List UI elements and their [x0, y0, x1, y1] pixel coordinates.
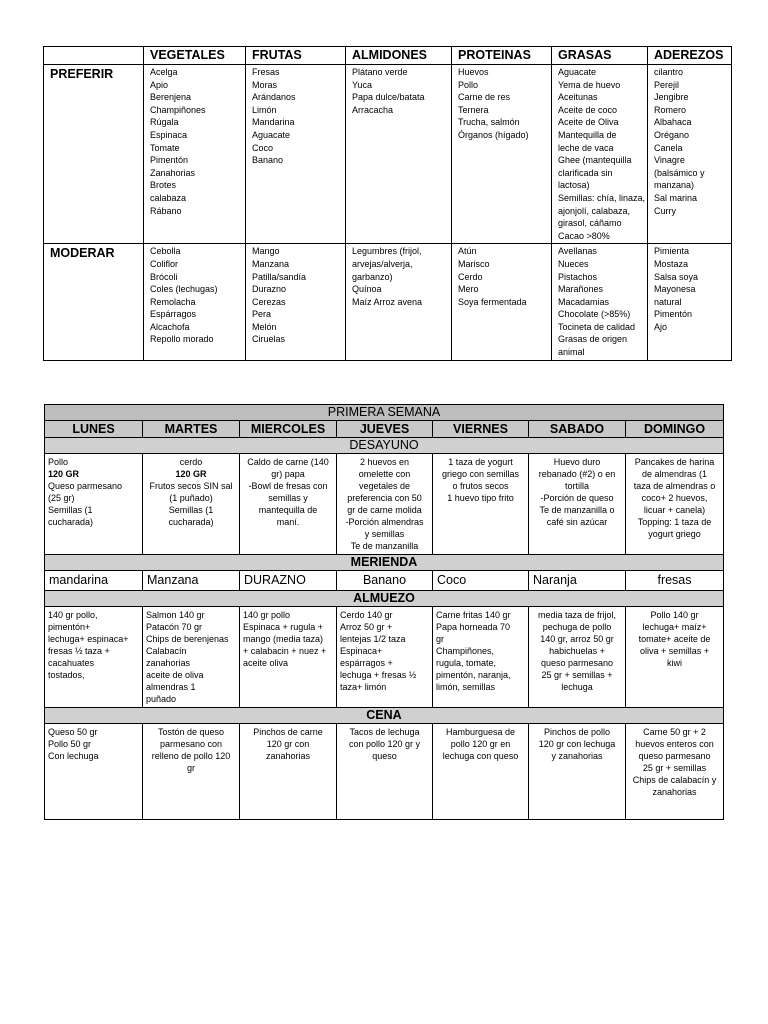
day-sabado: SABADO — [529, 421, 626, 438]
cell-line: Cacao >80% — [558, 230, 610, 241]
cell-line: Pistachos — [558, 271, 598, 282]
cell-line: aceite de oliva — [146, 670, 204, 680]
cell-line: cilantro — [654, 67, 684, 77]
cell-list — [346, 65, 452, 244]
cell-line: lechuga con queso — [442, 751, 519, 761]
cell-list — [144, 244, 246, 360]
cell-line: Espárragos — [150, 309, 197, 320]
cell-line: Mayonesa — [654, 284, 696, 295]
cell-line: Trucha, salmón — [458, 117, 520, 128]
cell-line: de almendras (1 — [641, 469, 708, 479]
cell-line: Carne 50 gr + 2 — [643, 727, 706, 737]
cell-line: Patilla/sandía — [252, 271, 307, 282]
cell-line: Avellanas — [558, 246, 597, 257]
cell-line: Carne de res — [458, 92, 511, 103]
cell-line: parmesano con — [159, 739, 223, 749]
day-martes: MARTES — [143, 421, 240, 438]
cell-line: Zanahorias — [150, 167, 196, 178]
cell-line: oliva + semillas + — [639, 646, 710, 656]
cell-line: Huevo duro — [553, 457, 601, 467]
cell-line: lechuga + fresas ½ — [340, 670, 417, 680]
section-cena: CENA — [45, 708, 724, 724]
meal-cell — [529, 454, 626, 555]
cell-line: Tomate — [150, 142, 180, 153]
cell-line: 120 gr con lechuga — [538, 739, 616, 749]
cell-line: tomate+ aceite de — [638, 634, 711, 644]
cell-line: Ajo — [654, 321, 668, 332]
cell-line: rugula, tomate, — [436, 658, 497, 668]
header-grasas: GRASAS — [552, 47, 648, 65]
cell-line: Melón — [252, 321, 277, 332]
cell-line: Moras — [252, 79, 278, 90]
cell-line: Yuca — [352, 79, 373, 90]
cell-line: preferencia con 50 — [347, 493, 422, 503]
section-merienda: MERIENDA — [45, 555, 724, 571]
cell-line: Champiñones, — [436, 646, 495, 656]
day-domingo: DOMINGO — [626, 421, 724, 438]
cell-line: Acelga — [150, 67, 178, 77]
cell-line: Tocineta de calidad — [558, 321, 636, 332]
week-title: PRIMERA SEMANA — [45, 405, 724, 421]
cell-line: Alcachofa — [150, 321, 190, 332]
meal-cell — [337, 724, 433, 820]
cell-line: -Porción almendras — [345, 517, 424, 527]
cell-line: gr) papa — [271, 469, 305, 479]
weekly-menu-table — [44, 404, 724, 820]
cell-line: yogurt griego — [648, 529, 701, 539]
cell-line: Frutos secos SIN sal — [149, 481, 233, 491]
cell-line: Cerdo — [458, 271, 483, 282]
cell-line: Semillas (1 — [48, 505, 93, 515]
cell-line: Durazno — [252, 284, 287, 295]
cell-line: omelette con — [358, 469, 411, 479]
cell-line: aceite oliva — [243, 658, 289, 668]
cell-line: 1 taza de yogurt — [448, 457, 513, 467]
cell-line: pollo 120 gr en — [450, 739, 511, 749]
cell-line: Cebolla — [150, 246, 181, 257]
cell-line: Champiñones — [150, 104, 206, 115]
row-preferir — [44, 65, 732, 244]
header-vegetales: VEGETALES — [144, 47, 246, 65]
day-lunes: LUNES — [45, 421, 143, 438]
cell-line: Aguacate — [558, 67, 597, 77]
cell-line: Huevos — [458, 67, 489, 77]
snack-cell: DURAZNO — [240, 571, 337, 591]
cell-line: habichuelas + — [549, 646, 605, 656]
cell-line: café sin azúcar — [546, 517, 608, 527]
cell-line: licuar + canela) — [643, 505, 706, 515]
cell-line: espárragos + — [340, 658, 393, 668]
cell-line: Pinchos de carne — [253, 727, 323, 737]
meal-cell — [143, 724, 240, 820]
cell-line: Pimentón — [654, 309, 693, 320]
cell-line: Chips de calabacín y — [632, 775, 717, 785]
cell-line: Vinagre — [654, 155, 685, 166]
row-moderar — [44, 244, 732, 360]
meal-cell — [45, 454, 143, 555]
meal-cell — [529, 724, 626, 820]
cell-line: pimentón, naranja, — [436, 670, 511, 680]
cell-list — [452, 65, 552, 244]
cell-line: queso — [372, 751, 397, 761]
cell-line: Queso parmesano — [48, 481, 123, 491]
cell-line: leche de vaca — [558, 142, 614, 153]
meal-cell — [45, 724, 143, 820]
cell-line: gr de carne molida — [347, 505, 422, 515]
cell-line: Curry — [654, 205, 676, 216]
cell-line: Papa horneada 70 — [436, 622, 511, 632]
cell-line: Chips de berenjenas — [146, 634, 229, 644]
cell-line: Te de manzanilla o — [539, 505, 615, 515]
cell-line: Ghee (mantequilla — [558, 155, 632, 166]
cell-line: 1 huevo tipo frito — [447, 493, 514, 503]
cell-line: (balsámico y — [654, 167, 705, 178]
meal-cell — [45, 607, 143, 708]
cell-line: y semillas — [364, 529, 405, 539]
cell-line: Pera — [252, 309, 272, 320]
meal-cell — [143, 454, 240, 555]
cell-line: pechuga de pollo — [542, 622, 612, 632]
cell-line: Cerezas — [252, 296, 286, 307]
cell-line: tostados, — [48, 670, 85, 680]
header-frutas: FRUTAS — [246, 47, 346, 65]
cell-line: maní. — [276, 517, 300, 527]
cell-line: natural — [654, 296, 682, 307]
cell-line: cerdo — [179, 457, 203, 467]
cell-line: lactosa) — [558, 180, 590, 191]
cell-line: 120 gr con — [266, 739, 310, 749]
merienda-row — [45, 571, 724, 591]
cell-line: queso parmesano — [638, 751, 711, 761]
cell-line: (25 gr) — [48, 493, 75, 503]
cell-list — [246, 244, 346, 360]
cell-line: Mantequilla de — [558, 129, 617, 140]
cena-row — [45, 724, 724, 820]
day-jueves: JUEVES — [337, 421, 433, 438]
cell-line: fresas ½ taza + — [48, 646, 110, 656]
section-row-merienda — [45, 555, 724, 571]
row-label-preferir: PREFERIR — [44, 65, 144, 244]
cell-line: Mango — [252, 246, 280, 257]
cell-line: Aceitunas — [558, 92, 598, 103]
cell-line: Papa dulce/batata — [352, 92, 425, 103]
cell-line: Mero — [458, 284, 479, 295]
meal-cell — [337, 454, 433, 555]
cell-line: Brócoli — [150, 271, 178, 282]
cell-line: 120 GR — [48, 469, 80, 479]
cell-line: Apio — [150, 79, 169, 90]
cell-line: Orégano — [654, 129, 690, 140]
cell-line: 25 gr + semillas + — [541, 670, 613, 680]
cell-line: mantequilla de — [258, 505, 318, 515]
cell-line: -Porción de queso — [540, 493, 614, 503]
section-row-desayuno — [45, 438, 724, 454]
desayuno-row — [45, 454, 724, 555]
cell-list — [552, 65, 648, 244]
cell-line: Coliflor — [150, 258, 179, 269]
cell-list — [648, 65, 732, 244]
cell-line: Queso 50 gr — [48, 727, 98, 737]
cell-line: Salmon 140 gr — [146, 610, 205, 620]
cell-line: (1 puñado) — [169, 493, 213, 503]
cell-line: Calabacín — [146, 646, 187, 656]
cell-line: Ternera — [458, 104, 489, 115]
cell-line: cucharada) — [48, 517, 94, 527]
cell-line: pimentón+ — [48, 622, 91, 632]
cell-line: Fresas — [252, 67, 280, 77]
cell-line: Quínoa — [352, 284, 382, 295]
cell-line: animal — [558, 347, 585, 358]
cell-line: Pancakes de harina — [634, 457, 715, 467]
section-row-almuerzo — [45, 591, 724, 607]
cell-line: girasol, cáñamo — [558, 218, 622, 229]
row-label-moderar: MODERAR — [44, 244, 144, 360]
cell-line: Salsa soya — [654, 271, 699, 282]
cell-line: Carne fritas 140 gr — [436, 610, 511, 620]
cell-line: Maíz Arroz avena — [352, 296, 423, 307]
cell-line: Pinchos de pollo — [543, 727, 611, 737]
cell-line: kiwi — [667, 658, 682, 668]
cell-line: lechuga — [561, 682, 593, 692]
food-table-header-row — [44, 47, 732, 65]
cell-line: almendras 1 — [146, 682, 196, 692]
cell-line: Macadamias — [558, 296, 610, 307]
cell-line: clarificada sin — [558, 167, 613, 178]
cell-line: Mandarina — [252, 117, 295, 128]
meal-cell — [529, 607, 626, 708]
cell-line: Pimienta — [654, 246, 690, 257]
snack-cell: Banano — [337, 571, 433, 591]
section-desayuno: DESAYUNO — [45, 438, 724, 454]
cell-line: 120 GR — [175, 469, 207, 479]
meal-cell — [433, 724, 529, 820]
cell-line: cacahuates — [48, 658, 95, 668]
cell-line: Pollo — [48, 457, 69, 467]
header-almidones: ALMIDONES — [346, 47, 452, 65]
cell-line: rebanado (#2) o en — [538, 469, 616, 479]
cell-list — [144, 65, 246, 244]
cell-line: zanahorias — [265, 751, 311, 761]
meal-cell — [626, 607, 724, 708]
cell-line: manzana) — [654, 180, 695, 191]
cell-line: Repollo morado — [150, 334, 214, 345]
day-miercoles: MIERCOLES — [240, 421, 337, 438]
cell-line: cucharada) — [168, 517, 214, 527]
cell-line: Pollo 140 gr — [650, 610, 699, 620]
meal-cell — [626, 724, 724, 820]
cell-line: Rábano — [150, 205, 182, 216]
cell-line: Chocolate (>85%) — [558, 309, 631, 320]
cell-line: semillas y — [268, 493, 308, 503]
cell-line: gr — [186, 763, 195, 773]
cell-line: Plátano verde — [352, 67, 408, 77]
cell-line: Limón — [252, 104, 277, 115]
header-empty — [44, 47, 144, 65]
cell-line: Semillas (1 — [168, 505, 214, 515]
cell-line: Aceite de Oliva — [558, 117, 619, 128]
cell-line: queso parmesano — [540, 658, 614, 668]
cell-line: Grasas de origen — [558, 334, 628, 345]
cell-line: Jengibre — [654, 92, 689, 103]
meal-cell — [143, 607, 240, 708]
cell-line: con pollo 120 gr y — [348, 739, 421, 749]
section-almuerzo: ALMUEZO — [45, 591, 724, 607]
cell-line: Coles (lechugas) — [150, 284, 218, 295]
cell-list — [452, 244, 552, 360]
cell-line: taza de almendras o — [633, 481, 716, 491]
cell-line: -Bowl de fresas con — [248, 481, 328, 491]
cell-line: Legumbres (frijol, — [352, 246, 422, 257]
meal-cell — [433, 607, 529, 708]
cell-line: Aguacate — [252, 129, 291, 140]
food-category-table — [43, 46, 732, 361]
cell-line: lechuga+ espinaca+ — [48, 634, 129, 644]
cell-line: zanahorias — [652, 787, 697, 797]
cell-line: Mostaza — [654, 258, 689, 269]
cell-line: 140 gr pollo — [243, 610, 291, 620]
cell-line: Banano — [252, 155, 284, 166]
cell-line: Pollo — [458, 79, 479, 90]
header-aderezos: ADEREZOS — [648, 47, 732, 65]
cell-line: Perejil — [654, 79, 680, 90]
cell-line: Sal marina — [654, 192, 698, 203]
cell-line: Te de manzanilla — [350, 541, 419, 551]
cell-line: gr — [436, 634, 445, 644]
snack-cell: Naranja — [529, 571, 626, 591]
cell-list — [246, 65, 346, 244]
cell-line: Hamburguesa de — [445, 727, 516, 737]
cell-line: tortilla — [564, 481, 589, 491]
cell-line: puñado — [146, 694, 177, 704]
cell-line: calabaza — [150, 192, 187, 203]
cell-line: relleno de pollo 120 — [151, 751, 231, 761]
cell-line: griego con semillas — [441, 469, 520, 479]
cell-line: Cerdo 140 gr — [340, 610, 393, 620]
cell-line: Ciruelas — [252, 334, 286, 345]
cell-line: Remolacha — [150, 296, 196, 307]
meal-cell — [626, 454, 724, 555]
cell-list — [552, 244, 648, 360]
cell-line: Espinaca — [150, 129, 188, 140]
cell-line: Semillas: chía, linaza, — [558, 192, 646, 203]
snack-cell: Coco — [433, 571, 529, 591]
cell-line: arvejas/alverja, — [352, 258, 413, 269]
cell-line: Aceite de coco — [558, 104, 618, 115]
meal-cell — [240, 607, 337, 708]
cell-line: vegetales de — [358, 481, 411, 491]
cell-line: coco+ 2 huevos, — [641, 493, 708, 503]
cell-line: 2 huevos en — [359, 457, 410, 467]
cell-line: Yema de huevo — [558, 79, 621, 90]
cell-line: Romero — [654, 104, 687, 115]
cell-line: Marañones — [558, 284, 604, 295]
cell-line: Manzana — [252, 258, 290, 269]
cell-line: Patacón 70 gr — [146, 622, 203, 632]
cell-line: Con lechuga — [48, 751, 99, 761]
cell-list — [346, 244, 452, 360]
cell-line: taza+ limón — [340, 682, 387, 692]
cell-line: o frutos secos — [452, 481, 509, 491]
cell-line: Berenjena — [150, 92, 192, 103]
cell-line: + calabacin + nuez + — [243, 646, 327, 656]
cell-line: Canela — [654, 142, 683, 153]
cell-line: lechuga+ maíz+ — [642, 622, 707, 632]
cell-line: y zanahorias — [551, 751, 603, 761]
day-header-row — [45, 421, 724, 438]
cell-line: Tostón de queso — [157, 727, 225, 737]
meal-cell — [337, 607, 433, 708]
cell-list — [648, 244, 732, 360]
meal-cell — [433, 454, 529, 555]
cell-line: Arracacha — [352, 104, 394, 115]
cell-line: limón, semillas — [436, 682, 496, 692]
almuerzo-row — [45, 607, 724, 708]
cell-line: Pollo 50 gr — [48, 739, 92, 749]
meal-cell — [240, 454, 337, 555]
snack-cell: mandarina — [45, 571, 143, 591]
cell-line: Nueces — [558, 258, 589, 269]
cell-line: Brotes — [150, 180, 177, 191]
cell-line: Pimentón — [150, 155, 189, 166]
header-proteinas: PROTEINAS — [452, 47, 552, 65]
cell-line: mango (media taza) — [243, 634, 324, 644]
meal-cell — [240, 724, 337, 820]
cell-line: Arándanos — [252, 92, 296, 103]
cell-line: Espinaca+ — [340, 646, 383, 656]
cell-line: Tacos de lechuga — [349, 727, 420, 737]
cell-line: Órganos (hígado) — [458, 129, 529, 140]
week-title-row — [45, 405, 724, 421]
cell-line: zanahorias — [146, 658, 191, 668]
cell-line: Espinaca + rugula + — [243, 622, 324, 632]
cell-line: ajonjolí, calabaza, — [558, 205, 631, 216]
cell-line: media taza de frijol, — [537, 610, 617, 620]
cell-line: garbanzo) — [352, 271, 393, 282]
cell-line: 140 gr, arroz 50 gr — [540, 634, 614, 644]
cell-line: Topping: 1 taza de — [637, 517, 712, 527]
cell-line: 25 gr + semillas — [642, 763, 707, 773]
cell-line: Marisco — [458, 258, 490, 269]
cell-line: Soya fermentada — [458, 296, 527, 307]
section-row-cena — [45, 708, 724, 724]
day-viernes: VIERNES — [433, 421, 529, 438]
cell-line: Caldo de carne (140 — [247, 457, 329, 467]
cell-line: Albahaca — [654, 117, 692, 128]
snack-cell: Manzana — [143, 571, 240, 591]
cell-line: Arroz 50 gr + — [340, 622, 393, 632]
cell-line: Rúgala — [150, 117, 179, 128]
cell-line: 140 gr pollo, — [48, 610, 98, 620]
snack-cell: fresas — [626, 571, 724, 591]
cell-line: huevos enteros con — [635, 739, 714, 749]
cell-line: Atún — [458, 246, 477, 257]
cell-line: lentejas 1/2 taza — [340, 634, 406, 644]
cell-line: Coco — [252, 142, 274, 153]
